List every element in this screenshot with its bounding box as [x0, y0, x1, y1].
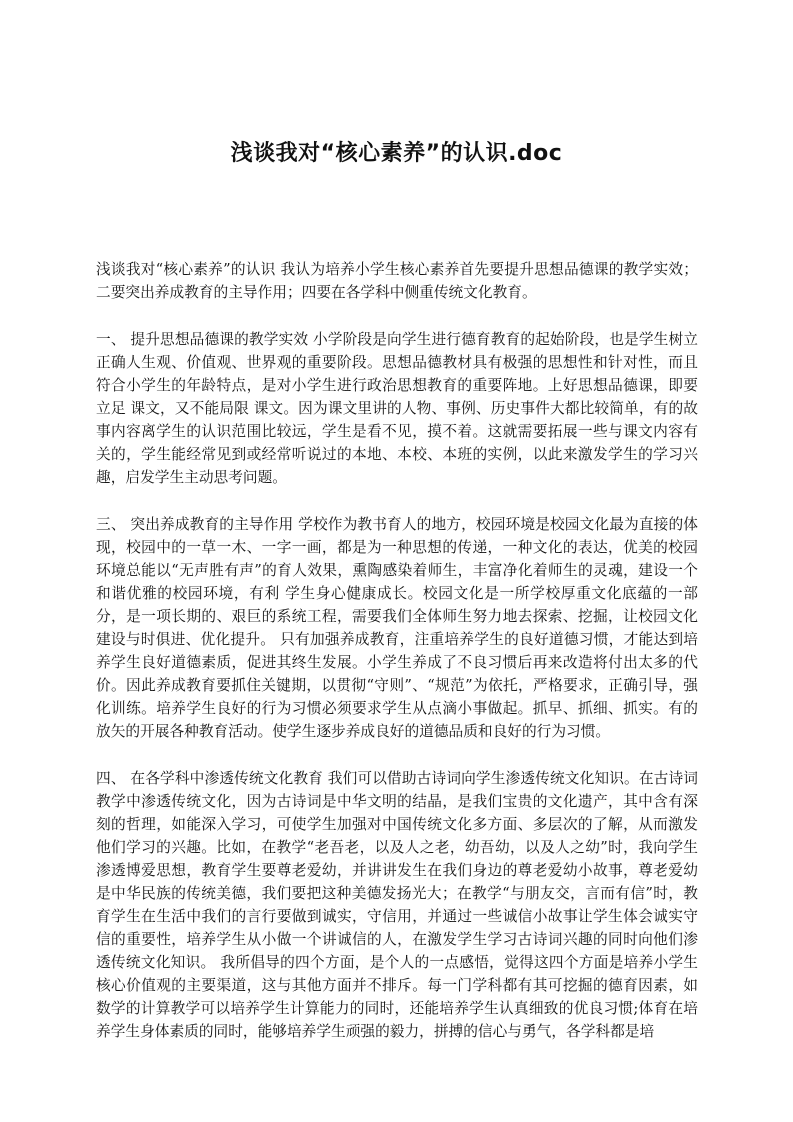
paragraph-intro: 浅谈我对“核心素养”的认识 我认为培养小学生核心素养首先要提升思想品德课的教学实效；二要突出养成教育的主导作用；四要在各学科中侧重传统文化教育。	[96, 261, 698, 301]
document-body	[96, 258, 698, 1067]
paragraph-section-4: 四、 在各学科中渗透传统文化教育 我们可以借助古诗词向学生渗透传统文化知识。在古诗词教学中渗透传统文化，因为古诗词是中华文明的结晶，是我们宝贵的文化遗产，其中含有深刻的哲理，如能深入学习，可使学生加强对中国传统文化多方面、多层次的了解，从而激发他们学习的兴趣。比如，在教学“老吾老，以及人之老，幼吾幼，以及人之幼”时，我向学生渗透博爱思想，教育学生要尊老爱幼，并讲讲发生在我们身边的尊老爱幼小故事，尊老爱幼是中华民族的传统美德，我们要把这种美德发扬光大；在教学“与朋友交，言而有信”时，教育学生在生活中我们的言行要做到诚实，守信用，并通过一些诚信小故事让学生体会诚实守信的重要性，培养学生从小做一个讲诚信的人，在激发学生学习古诗词兴趣的同时向他们渗透传统文化知识。 我所倡导的四个方面，是个人的一点感悟，觉得这四个方面是培养小学生核心价值观的主要渠道，这与其他方面并不排斥。每一门学科都有其可挖掘的德育因素，如数学的计算教学可以培养学生计算能力的同时，还能培养学生认真细致的优良习惯;体育在培养学生身体素质的同时，能够培养学生顽强的毅力，拼搏的信心与勇气，各学科都是培	[96, 770, 698, 1040]
document-title: 浅谈我对“核心素养”的认识.doc	[230, 141, 563, 166]
paragraph-section-1: 一、 提升思想品德课的教学实效 小学阶段是向学生进行德育教育的起始阶段，也是学生树立正确人生观、价值观、世界观的重要阶段。思想品德教材具有极强的思想性和针对性，而且符合小学生的年龄特点，是对小学生进行政治思想教育的重要阵地。上好思想品德课，即要立足 课文，又不能局限 课文。因为课文里讲的人物、事例、历史事件大都比较简单，有的故事内容离学生的认识范围比较远，学生是看不见，摸不着。这就需要拓展一些与课文内容有关的，学生能经常见到或经常听说过的本地、本校、本班的实例，以此来激发学生的学习兴趣，启发学生主动思考问题。	[96, 331, 698, 486]
paragraph-section-3: 三、 突出养成教育的主导作用 学校作为教书育人的地方，校园环境是校园文化最为直接的体现，校园中的一草一木、一字一画，都是为一种思想的传递，一种文化的表达，优美的校园环境总能以“无声胜有声”的育人效果，熏陶感染着师生，丰富净化着师生的灵魂，建设一个和谐优雅的校园环境，有利 学生身心健康成长。校园文化是一所学校厚重文化底蕴的一部分，是一项长期的、艰巨的系统工程，需要我们全体师生努力地去探索、挖掘，让校园文化建设与时俱进、优化提升。 只有加强养成教育，注重培养学生的良好道德习惯，才能达到培养学生良好道德素质，促进其终生发展。小学生养成了不良习惯后再来改造将付出太多的代价。因此养成教育要抓住关键期，以贯彻“守则”、“规范”为依托，严格要求，正确引导，强化训练。培养学生良好的行为习惯必须要求学生从点滴小事做起。抓早、抓细、抓实。有的放矢的开展各种教育活动。使学生逐步养成良好的道德品质和良好的行为习惯。	[96, 516, 698, 740]
